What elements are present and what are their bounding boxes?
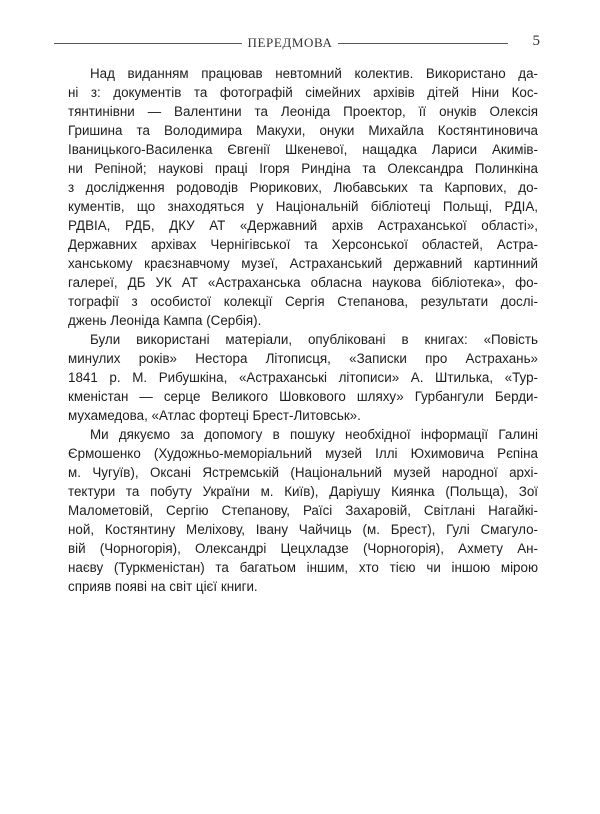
text-line: Були використані матеріали, опубліковані в книгах: «Повість: [90, 332, 538, 347]
text-line: ханському краєзнавчому музеї, Астраханський державний картинний: [68, 256, 538, 271]
text-line: Єрмошенко (Художньо-меморіальний музей Іллі Юхимовича Рєпіна: [68, 446, 538, 461]
text-line: РДВІА, РДБ, ДКУ АТ «Державний архів Астраханської області»,: [68, 218, 538, 233]
text-line: Малометовій, Сергію Степанову, Раїсі Захаровій, Світлані Нагайкі-: [68, 503, 538, 518]
text-line: тектури та побуту України м. Київ), Даріушу Киянка (Польща), Зої: [68, 484, 538, 499]
text-line: 1841 р. М. Рибушкіна, «Астраханські літописи» А. Штилька, «Тур-: [68, 370, 538, 385]
text-line: ной, Костянтину Меліхову, Івану Чайчиць (м. Брест), Гулі Смагуло-: [68, 522, 538, 537]
text-line: вій (Чорногорія), Олександрі Цецхладзе (Чорногорія), Ахмету Ан-: [68, 541, 538, 556]
text-line: минулих років» Нестора Літописця, «Записки про Астрахань»: [68, 351, 538, 366]
text-line: тографії з особистої колекції Сергія Степанова, результати дослі-: [68, 294, 538, 309]
text-line: ні з: документів та фотографій сімейних архівів дітей Ніни Кос-: [68, 85, 538, 100]
paragraph-acknowledgements: [68, 425, 538, 596]
text-line: Над виданням працював невтомний колектив. Використано да-: [90, 66, 538, 81]
text-line: кументів, що знаходяться у Національній бібліотеці Польщі, РДІА,: [68, 199, 538, 214]
text-line: м. Чугуїв), Оксані Ястремській (Національний музей народної архі-: [68, 465, 538, 480]
text-line: джень Леоніда Кампа (Сербія).: [68, 313, 262, 328]
text-line: кменістан — серце Великого Шовкового шляху» Гурбангули Берди-: [68, 389, 538, 404]
text-line: сприяв появі на світ цієї книги.: [68, 579, 258, 594]
text-line: тянтинівни — Валентини та Леоніда Проектор, її онуків Олексія: [68, 104, 538, 119]
text-line: наєву (Туркменістан) та багатьом іншим, хто тією чи іншою мірою: [68, 560, 538, 575]
preface-body: [68, 64, 538, 596]
running-header: [48, 34, 548, 52]
text-line: Ми дякуємо за допомогу в пошуку необхідної інформації Галині: [90, 427, 538, 442]
text-line: з дослідження родоводів Рюрикових, Любавських та Карпових, до-: [68, 180, 538, 195]
header-rule-left: [54, 43, 242, 44]
paragraph-credits: [68, 64, 538, 330]
running-header-title: ПЕРЕДМОВА: [247, 35, 333, 50]
text-line: мухамедова, «Атлас фортеці Брест-Литовськ».: [68, 408, 361, 423]
text-line: Гришина та Володимира Макухи, онуки Михайла Костянтиновича: [68, 123, 538, 138]
text-line: Іваницького-Василенка Євгенії Шкеневої, нащадка Лариси Акимів-: [68, 142, 538, 157]
paragraph-sources: [68, 330, 538, 425]
header-rule-right: [338, 43, 508, 44]
text-line: галереї, ДБ УК АТ «Астраханська обласна наукова бібліотека», фо-: [68, 275, 538, 290]
text-line: ни Репіной; наукові праці Ігоря Риндіна та Олександра Полинкіна: [68, 161, 538, 176]
page-number: 5: [532, 33, 540, 49]
text-line: Державних архівах Чернігівської та Херсонської областей, Астра-: [68, 237, 538, 252]
